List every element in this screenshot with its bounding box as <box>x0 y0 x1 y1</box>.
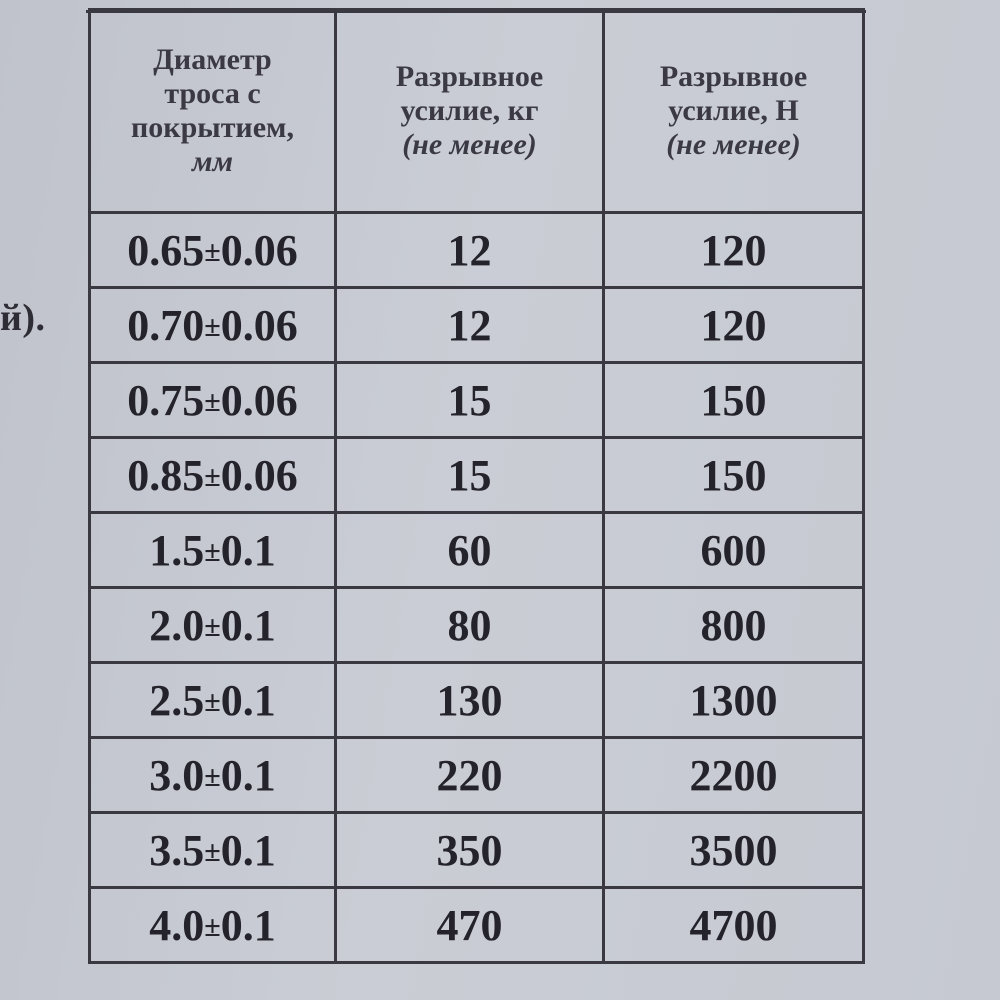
cell-diameter <box>90 663 336 738</box>
cell-diameter <box>90 213 336 288</box>
tolerance-value: 0.06 <box>220 300 298 350</box>
header-force-kg-min: (не менее) <box>402 128 537 161</box>
table-row <box>90 513 864 588</box>
diameter-value: 4.0 <box>149 900 205 950</box>
header-diameter-unit: мм <box>191 145 234 178</box>
cell-diameter <box>90 363 336 438</box>
plus-minus-symbol: ± <box>204 909 221 943</box>
table-row <box>90 213 864 288</box>
diameter-value: 2.0 <box>149 600 205 650</box>
cell-force-n: 120 <box>604 213 864 288</box>
diameter-value: 3.0 <box>149 750 205 800</box>
diameter-value: 3.5 <box>149 825 205 875</box>
diameter-value: 0.65 <box>127 225 205 275</box>
tolerance-value: 0.06 <box>220 375 298 425</box>
cell-force-n: 3500 <box>604 813 864 888</box>
plus-minus-symbol: ± <box>204 834 221 868</box>
plus-minus-symbol: ± <box>204 534 221 568</box>
diameter-value: 0.70 <box>127 300 205 350</box>
cell-diameter <box>90 738 336 813</box>
cell-force-kg: 130 <box>336 663 604 738</box>
cell-force-kg: 12 <box>336 288 604 363</box>
tolerance-value: 0.1 <box>220 750 276 800</box>
plus-minus-symbol: ± <box>204 759 221 793</box>
plus-minus-symbol: ± <box>204 309 221 343</box>
cell-diameter <box>90 888 336 963</box>
tolerance-value: 0.06 <box>220 450 298 500</box>
plus-minus-symbol: ± <box>204 684 221 718</box>
header-diameter-line: Диаметр <box>153 43 272 76</box>
cell-force-n: 800 <box>604 588 864 663</box>
header-diameter <box>90 10 336 213</box>
cell-force-kg: 15 <box>336 363 604 438</box>
cell-force-n: 120 <box>604 288 864 363</box>
cell-force-n: 1300 <box>604 663 864 738</box>
cell-force-kg: 12 <box>336 213 604 288</box>
plus-minus-symbol: ± <box>204 459 221 493</box>
table-row <box>90 738 864 813</box>
cell-diameter <box>90 438 336 513</box>
header-force-n-unit-line: усилие, Н <box>668 94 799 127</box>
header-force-n-line: Разрывное <box>659 60 808 93</box>
table-row <box>90 288 864 363</box>
diameter-value: 0.85 <box>127 450 205 500</box>
header-force-n <box>604 10 864 213</box>
cell-diameter <box>90 588 336 663</box>
table-row <box>90 888 864 963</box>
cut-off-text-fragment: й). <box>0 297 46 339</box>
tolerance-value: 0.06 <box>220 225 298 275</box>
cell-force-kg: 60 <box>336 513 604 588</box>
diameter-value: 2.5 <box>149 675 205 725</box>
cell-force-n: 150 <box>604 363 864 438</box>
cell-force-n: 600 <box>604 513 864 588</box>
cell-force-n: 150 <box>604 438 864 513</box>
cell-force-kg: 350 <box>336 813 604 888</box>
plus-minus-symbol: ± <box>204 609 221 643</box>
cell-diameter <box>90 288 336 363</box>
cell-force-kg: 220 <box>336 738 604 813</box>
cell-diameter <box>90 513 336 588</box>
table-header-row <box>90 10 864 213</box>
header-diameter-line: покрытием, <box>131 111 294 144</box>
tolerance-value: 0.1 <box>220 900 276 950</box>
cell-force-n: 2200 <box>604 738 864 813</box>
diameter-value: 0.75 <box>127 375 205 425</box>
table-row <box>90 438 864 513</box>
table-row <box>90 588 864 663</box>
table-row <box>90 363 864 438</box>
cell-force-n: 4700 <box>604 888 864 963</box>
tolerance-value: 0.1 <box>220 525 276 575</box>
header-force-kg-line: Разрывное <box>395 60 544 93</box>
table-row <box>90 663 864 738</box>
header-force-n-min: (не менее) <box>666 128 801 161</box>
header-force-kg-unit-line: усилие, кг <box>400 94 539 127</box>
cable-spec-table <box>88 8 865 964</box>
diameter-value: 1.5 <box>149 525 205 575</box>
cell-force-kg: 80 <box>336 588 604 663</box>
tolerance-value: 0.1 <box>220 825 276 875</box>
header-force-kg <box>336 10 604 213</box>
plus-minus-symbol: ± <box>204 384 221 418</box>
tolerance-value: 0.1 <box>220 675 276 725</box>
plus-minus-symbol: ± <box>204 234 221 268</box>
cell-diameter <box>90 813 336 888</box>
table-row <box>90 813 864 888</box>
cell-force-kg: 15 <box>336 438 604 513</box>
cell-force-kg: 470 <box>336 888 604 963</box>
tolerance-value: 0.1 <box>220 600 276 650</box>
header-diameter-line: троса с <box>164 77 261 110</box>
